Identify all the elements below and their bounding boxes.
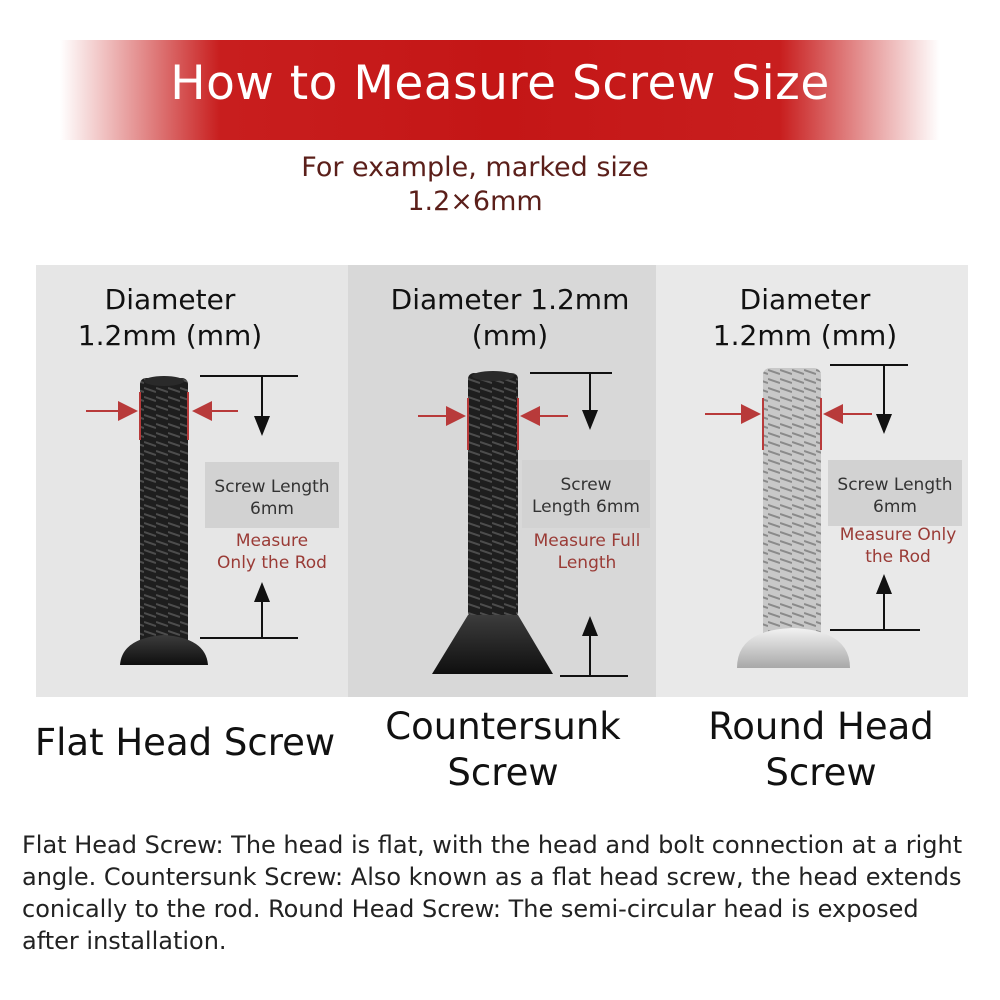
round-head-screw-name: Round Head Screw bbox=[708, 705, 934, 794]
countersunk-screw-name: Countersunk Screw bbox=[385, 705, 621, 794]
flat-head-length-label: Screw Length 6mm bbox=[205, 462, 339, 528]
flat-head-diameter-label: Diameter 1.2mm (mm) bbox=[77, 283, 263, 352]
flat-head-measure-note: Measure Only the Rod bbox=[217, 531, 327, 573]
flat-head-screw-name: Flat Head Screw bbox=[34, 721, 336, 764]
countersunk-diameter-label: Diameter 1.2mm (mm) bbox=[390, 283, 630, 352]
round-head-length-label: Screw Length 6mm bbox=[828, 460, 962, 526]
page-title: How to Measure Screw Size bbox=[170, 56, 830, 111]
example-label: For example, marked size bbox=[301, 152, 649, 183]
flat-head-screw-image bbox=[120, 376, 208, 665]
countersunk-measure-note: Measure Full Length bbox=[533, 531, 641, 573]
example-size: 1.2×6mm bbox=[407, 186, 543, 217]
round-head-measure-note: Measure Only the Rod bbox=[839, 525, 957, 567]
round-head-diameter-label: Diameter 1.2mm (mm) bbox=[712, 283, 898, 352]
screw-types-description: Flat Head Screw: The head is flat, with the head and bolt connection at a right angle. Countersunk Screw: Also known as a flat head screw, the head extends conically to the rod. Round Head Screw: The semi-circular head is exposed after installation. bbox=[22, 831, 963, 955]
countersunk-length-label: Screw Length 6mm bbox=[522, 460, 650, 528]
